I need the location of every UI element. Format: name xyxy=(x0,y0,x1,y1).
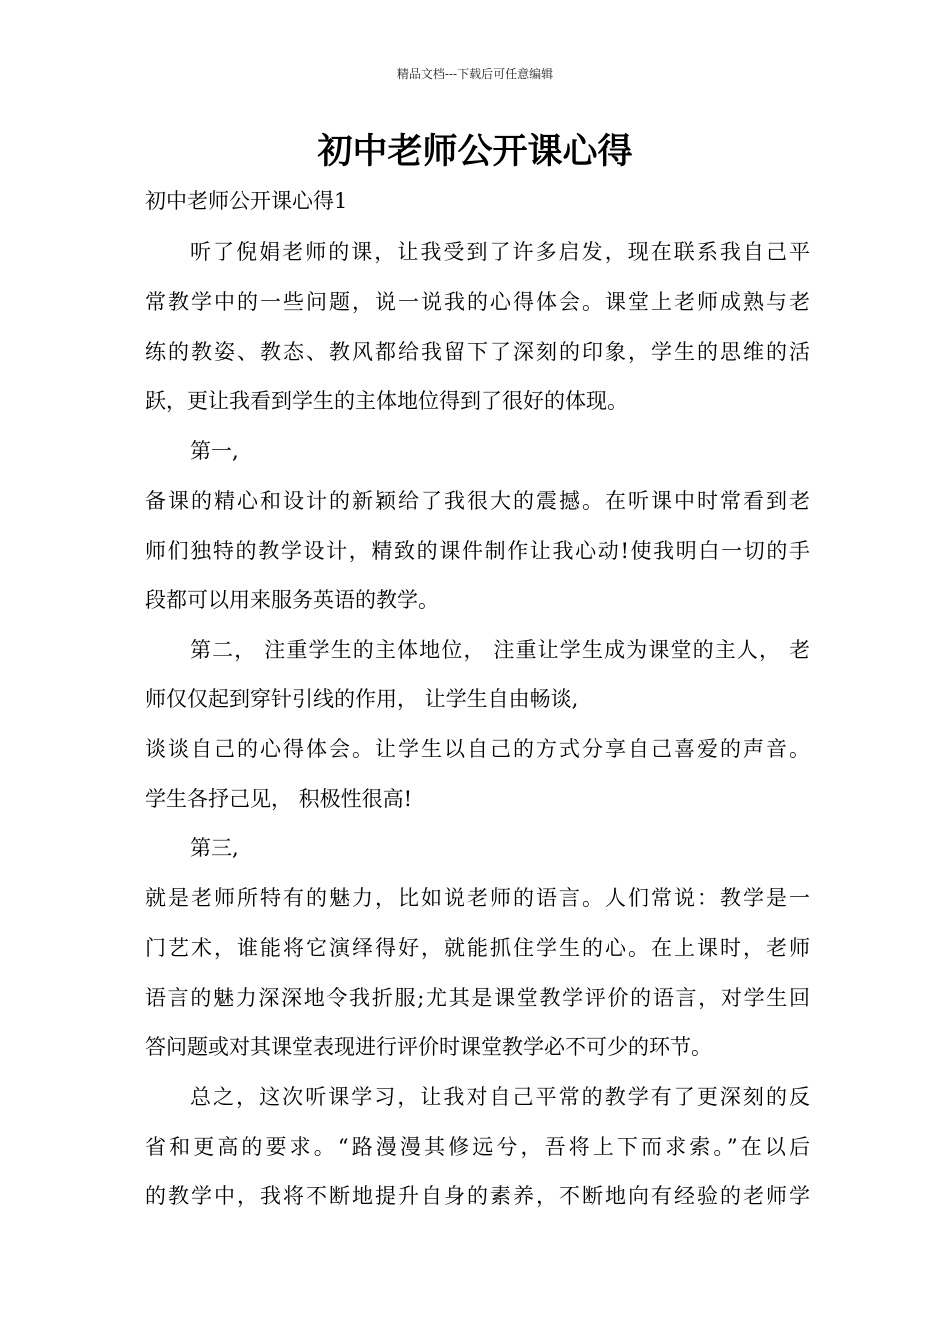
paragraph-line: 师仅仅起到穿针引线的作用， 让学生自由畅谈, xyxy=(145,687,579,711)
paragraph-line: 听了倪娟老师的课，让我受到了许多启发，现在联系我自己平 xyxy=(190,240,810,264)
paragraph-line: 练的教姿、教态、教风都给我留下了深刻的印象，学生的思维的活 xyxy=(145,340,810,364)
paragraph-line: 门艺术，谁能将它演绎得好，就能抓住学生的心。在上课时，老师 xyxy=(145,936,810,960)
paragraph-line: 的教学中，我将不断地提升自身的素养，不断地向有经验的老师学 xyxy=(145,1184,810,1208)
paragraph-line: 常教学中的一些问题，说一说我的心得体会。课堂上老师成熟与老 xyxy=(145,290,810,314)
paragraph-line: 第一, xyxy=(190,439,239,463)
paragraph-line: 师们独特的教学设计，精致的课件制作让我心动!使我明白一切的手 xyxy=(145,539,810,563)
paragraph-line: 学生各抒己见， 积极性很高! xyxy=(145,787,413,811)
header-note: 精品文档---下载后可任意编辑 xyxy=(396,67,554,81)
paragraph-line: 备课的精心和设计的新颖给了我很大的震撼。在听课中时常看到老 xyxy=(145,489,810,513)
paragraph-line: 第三, xyxy=(190,836,239,860)
paragraph-line: 答问题或对其课堂表现进行评价时课堂教学必不可少的环节。 xyxy=(145,1035,712,1059)
paragraph-line: 跃，更让我看到学生的主体地位得到了很好的体现。 xyxy=(145,389,628,413)
paragraph-line: 段都可以用来服务英语的教学。 xyxy=(145,588,439,612)
section-subtitle: 初中老师公开课心得1 xyxy=(145,189,348,213)
paragraph-line: 第二， 注重学生的主体地位， 注重让学生成为课堂的主人， 老 xyxy=(190,638,810,662)
paragraph-line: 总之，这次听课学习，让我对自己平常的教学有了更深刻的反 xyxy=(190,1085,810,1109)
paragraph-line: 谈谈自己的心得体会。让学生以自己的方式分享自己喜爱的声音。 xyxy=(145,737,810,761)
paragraph-line: 语言的魅力深深地令我折服;尤其是课堂教学评价的语言，对学生回 xyxy=(145,986,810,1010)
paragraph-line: 就是老师所特有的魅力，比如说老师的语言。人们常说：教学是一 xyxy=(145,886,810,910)
page-title: 初中老师公开课心得 xyxy=(317,131,633,172)
paragraph-line: 省和更高的要求。“路漫漫其修远兮，吾将上下而求索。”在以后 xyxy=(145,1135,810,1159)
